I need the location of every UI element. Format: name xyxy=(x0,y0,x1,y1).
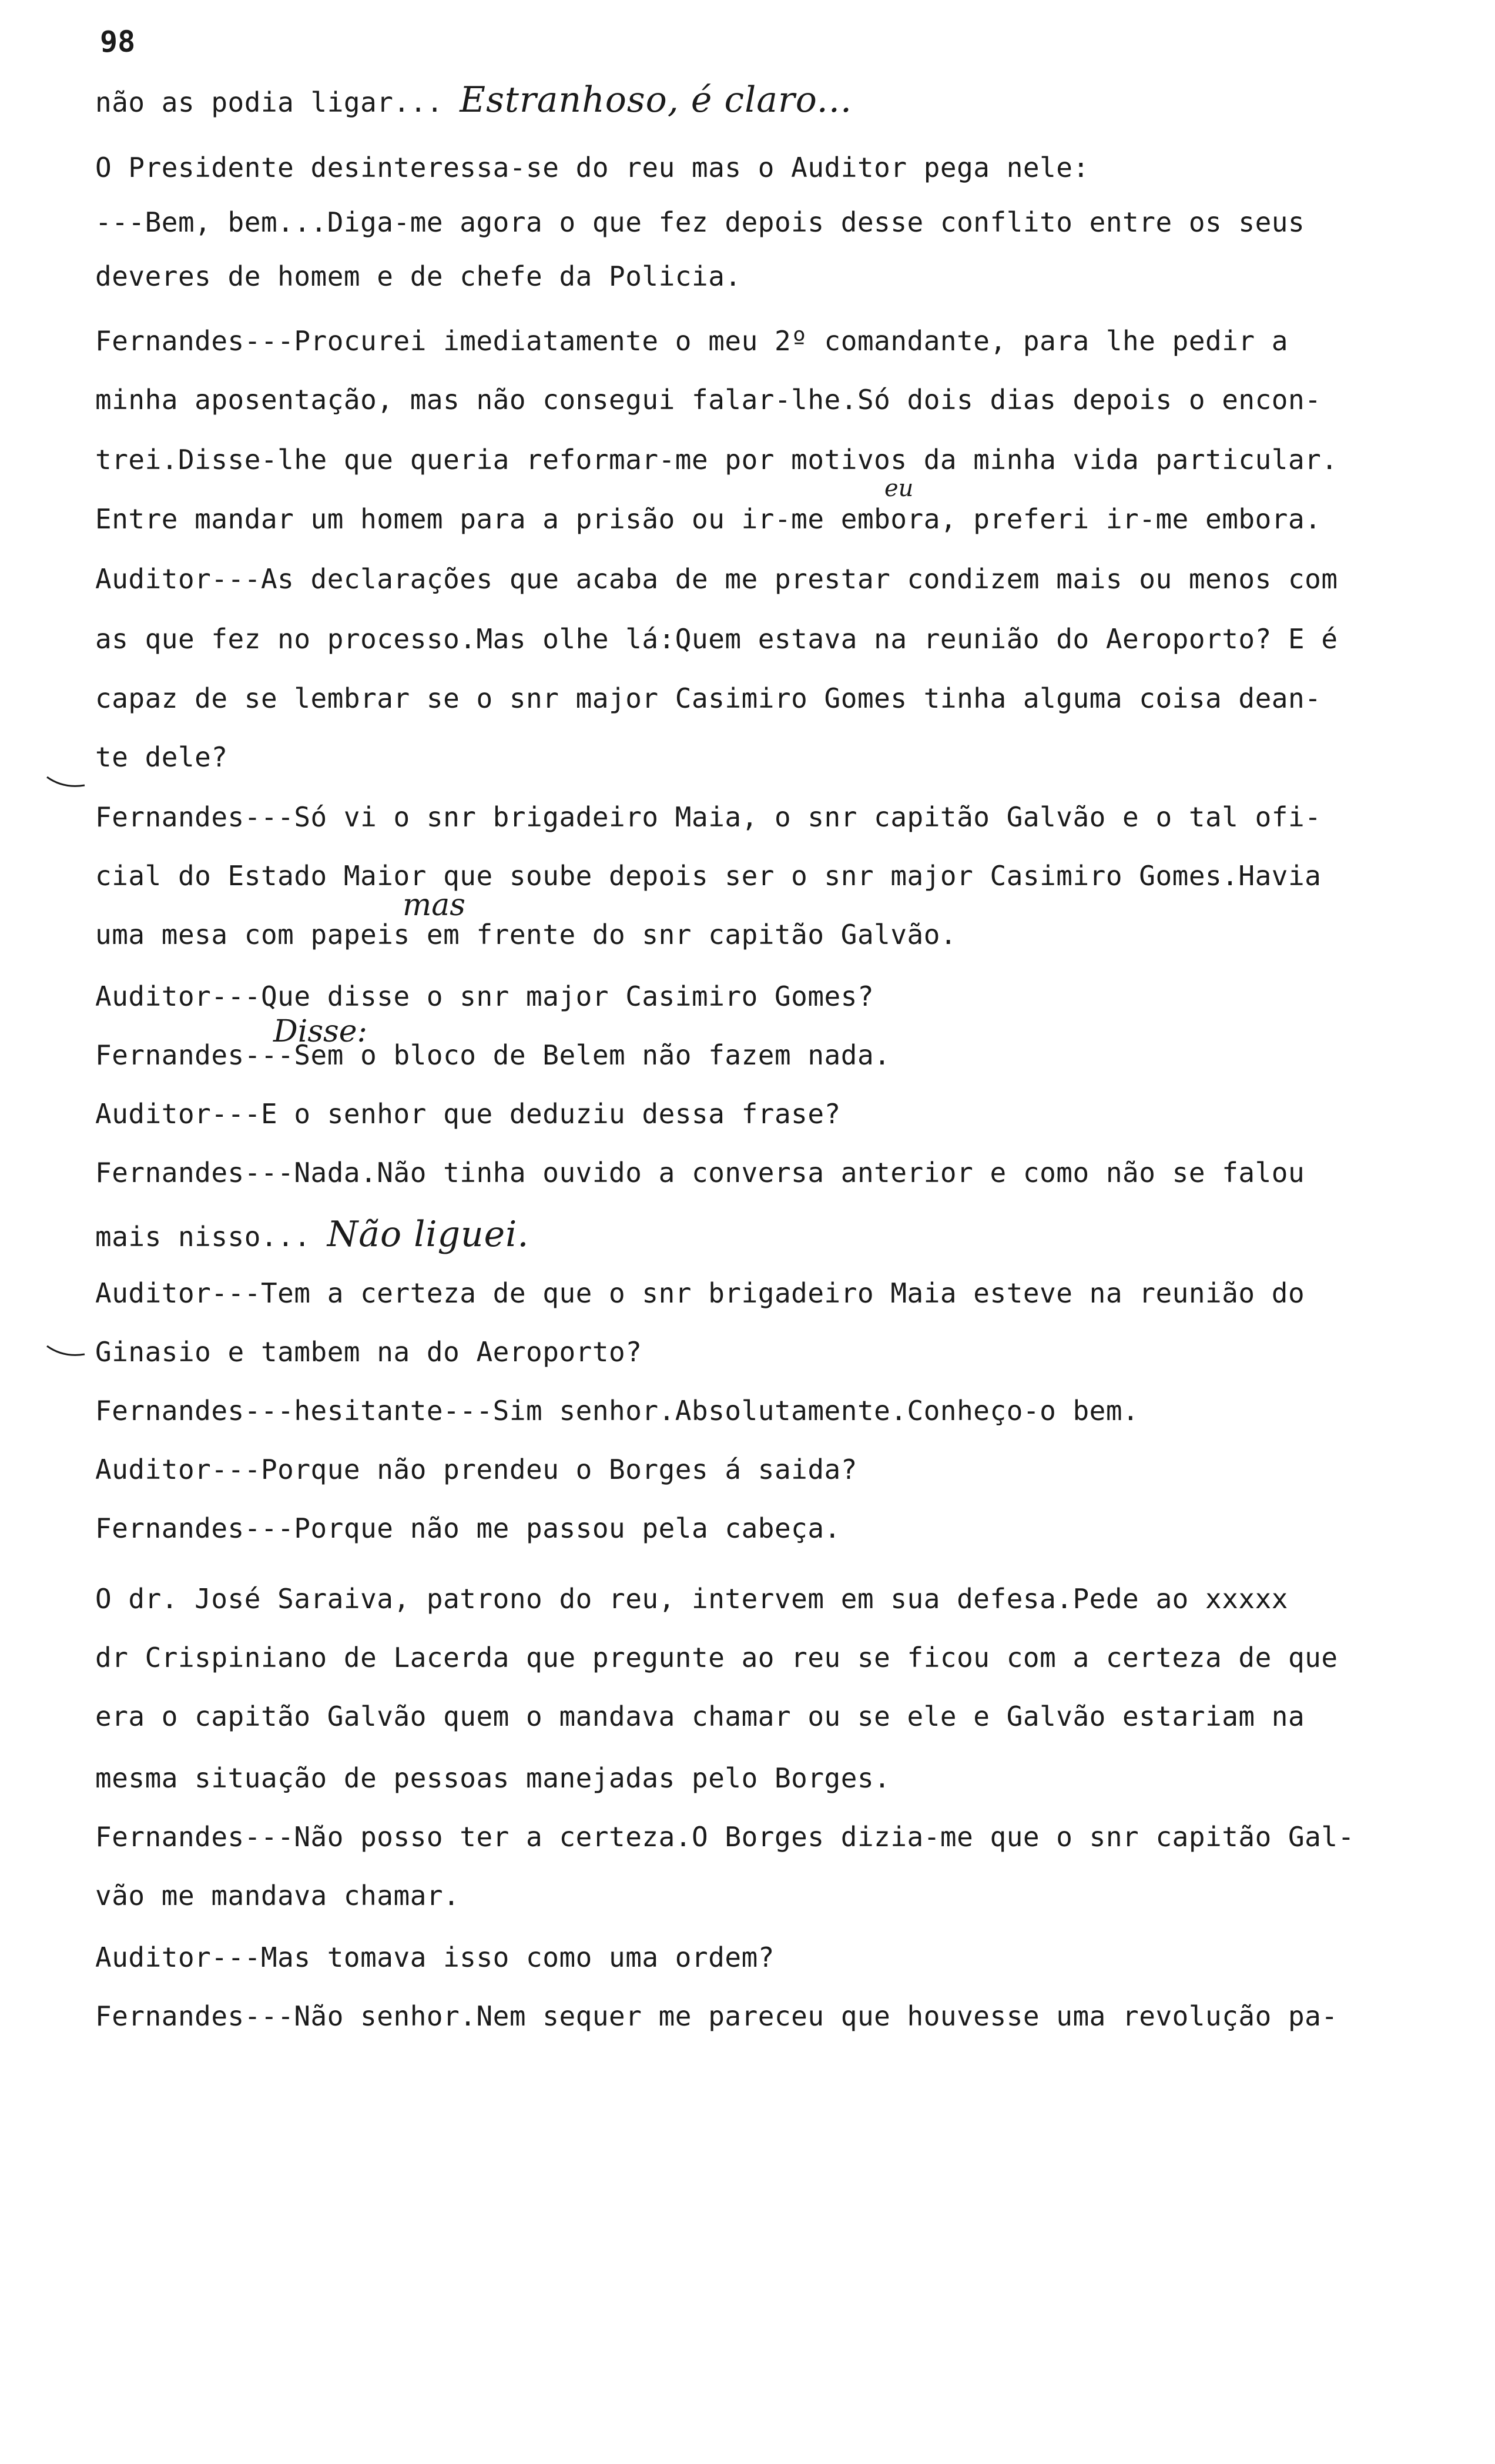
typed-text: trei.Disse-lhe que queria reformar-me por motivos da minha vida particular. xyxy=(95,444,1338,476)
typed-text: O Presidente desinteressa-se do reu mas o Auditor pega nele: xyxy=(95,152,1090,183)
typed-text: Auditor---Mas tomava isso como uma ordem? xyxy=(95,1941,775,1973)
typed-text: Fernandes---Não senhor.Nem sequer me pareceu que houvesse uma revolução pa- xyxy=(95,2000,1338,2032)
typed-text: era o capitão Galvão quem o mandava chamar ou se ele e Galvão estariam na xyxy=(95,1700,1305,1732)
typed-text: Ginasio e tambem na do Aeroporto? xyxy=(95,1336,642,1368)
typed-text: O dr. José Saraiva, patrono do reu, intervem em sua defesa.Pede ao xxxxx xyxy=(95,1583,1288,1615)
handwritten-insertion-eu: eu xyxy=(884,475,914,502)
typed-text: dr Crispiniano de Lacerda que pregunte ao reu se ficou com a certeza de que xyxy=(95,1642,1338,1673)
text-line xyxy=(95,1998,1417,2034)
typed-text: deveres de homem e de chefe da Policia. xyxy=(95,260,742,292)
typed-text: ---Bem, bem...Diga-me agora o que fez depois desse conflito entre os seus xyxy=(95,206,1305,238)
text-line xyxy=(95,1699,1417,1734)
text-line xyxy=(95,1096,1417,1131)
text-line xyxy=(95,82,1417,120)
typed-text: Auditor---Porque não prendeu o Borges á saida? xyxy=(95,1454,857,1485)
text-line xyxy=(95,1819,1417,1854)
typed-text: capaz de se lembrar se o snr major Casimiro Gomes tinha alguma coisa dean- xyxy=(95,682,1322,714)
handwritten-annotation: Estranhoso, é claro... xyxy=(460,82,853,120)
text-line xyxy=(95,150,1417,185)
text-line xyxy=(95,858,1417,893)
text-line xyxy=(95,561,1417,597)
text-line xyxy=(95,739,1417,775)
typed-text: Auditor---E o senhor que deduziu dessa frase? xyxy=(95,1098,841,1130)
text-line xyxy=(95,1155,1417,1190)
text-line xyxy=(95,1511,1417,1546)
text-line xyxy=(95,681,1417,716)
typed-text: cial do Estado Maior que soube depois ser o snr major Casimiro Gomes.Havia xyxy=(95,860,1322,892)
handwritten-insertion-mas: mas xyxy=(403,888,465,923)
text-line xyxy=(95,382,1417,417)
typed-text: Auditor---As declarações que acaba de me prestar condizem mais ou menos com xyxy=(95,563,1338,595)
text-line xyxy=(95,501,1417,537)
margin-mark-icon xyxy=(46,775,87,792)
text-line xyxy=(95,442,1417,477)
typed-text: Fernandes---Sem o bloco de Belem não fazem nada. xyxy=(95,1039,891,1071)
text-line xyxy=(95,799,1417,835)
typed-text: te dele? xyxy=(95,741,228,773)
text-line xyxy=(95,1393,1417,1428)
text-line xyxy=(95,259,1417,294)
typed-text: Fernandes---Porque não me passou pela cabeça. xyxy=(95,1512,841,1544)
text-line xyxy=(95,1878,1417,1913)
typed-text: mais nisso... xyxy=(95,1221,327,1253)
text-line xyxy=(95,1581,1417,1616)
typed-text: Auditor---Tem a certeza de que o snr brigadeiro Maia esteve na reunião do xyxy=(95,1277,1305,1309)
typed-text: Fernandes---Não posso ter a certeza.O Borges dizia-me que o snr capitão Gal- xyxy=(95,1821,1355,1853)
margin-mark-icon xyxy=(46,1344,87,1361)
text-line xyxy=(95,979,1417,1014)
typed-text: as que fez no processo.Mas olhe lá:Quem estava na reunião do Aeroporto? E é xyxy=(95,623,1338,655)
typed-text: minha aposentação, mas não consegui falar-lhe.Só dois dias depois o encon- xyxy=(95,384,1322,416)
text-line xyxy=(95,1275,1417,1311)
typed-text: Fernandes---hesitante---Sim senhor.Absolutamente.Conheço-o bem. xyxy=(95,1395,1139,1427)
typed-text: Entre mandar um homem para a prisão ou ir-me embora, preferi ir-me embora. xyxy=(95,503,1322,535)
text-line xyxy=(95,1640,1417,1675)
typed-text: mesma situação de pessoas manejadas pelo Borges. xyxy=(95,1762,891,1794)
handwritten-annotation: Não liguei. xyxy=(327,1217,529,1254)
typed-text: Fernandes---Só vi o snr brigadeiro Maia, o snr capitão Galvão e o tal ofi- xyxy=(95,801,1322,833)
text-line xyxy=(95,323,1417,359)
typed-text: Fernandes---Procurei imediatamente o meu 2º comandante, para lhe pedir a xyxy=(95,325,1288,357)
typed-text: uma mesa com papeis em frente do snr capitão Galvão. xyxy=(95,919,957,950)
page-number: 98 xyxy=(100,25,136,59)
handwritten-insertion-disse: Disse: xyxy=(273,1014,367,1049)
text-line xyxy=(95,621,1417,657)
typed-text: vão me mandava chamar. xyxy=(95,1880,460,1911)
text-line xyxy=(95,1940,1417,1975)
text-line xyxy=(95,1760,1417,1796)
text-line xyxy=(95,1217,1417,1254)
typed-text: não as podia ligar... xyxy=(95,86,460,118)
typed-text: Auditor---Que disse o snr major Casimiro Gomes? xyxy=(95,980,874,1012)
typed-text: Fernandes---Nada.Não tinha ouvido a conversa anterior e como não se falou xyxy=(95,1157,1305,1189)
text-line xyxy=(95,917,1417,952)
text-line xyxy=(95,1334,1417,1370)
text-line xyxy=(95,205,1417,240)
text-line xyxy=(95,1452,1417,1487)
